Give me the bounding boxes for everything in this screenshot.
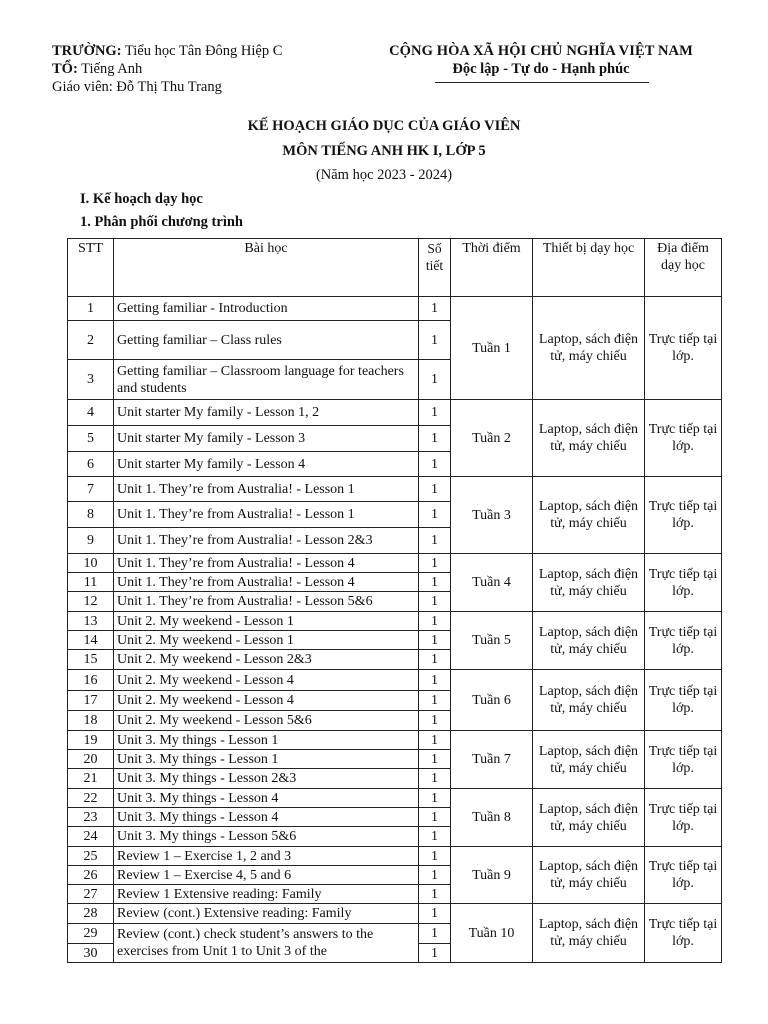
table-row bbox=[68, 612, 722, 631]
row-stt: 16 bbox=[68, 670, 114, 691]
header-periods: Số tiết bbox=[419, 239, 451, 297]
week-location: Trực tiếp tại lớp. bbox=[645, 554, 722, 612]
header-lesson: Bài học bbox=[114, 239, 419, 297]
row-periods: 1 bbox=[419, 731, 451, 750]
week-time: Tuần 2 bbox=[451, 400, 533, 477]
header-stt: STT bbox=[68, 239, 114, 297]
group-label: TỔ: bbox=[52, 61, 78, 77]
school-line bbox=[52, 42, 282, 60]
group-line bbox=[52, 60, 282, 78]
group-name: Tiếng Anh bbox=[77, 61, 143, 77]
row-periods: 1 bbox=[419, 528, 451, 554]
row-stt: 3 bbox=[68, 360, 114, 400]
week-time: Tuần 8 bbox=[451, 789, 533, 847]
row-lesson: Unit 3. My things - Lesson 2&3 bbox=[114, 769, 419, 789]
row-periods: 1 bbox=[419, 477, 451, 502]
row-periods: 1 bbox=[419, 847, 451, 866]
row-lesson: Getting familiar - Introduction bbox=[114, 297, 419, 321]
row-stt: 29 bbox=[68, 924, 114, 944]
row-periods: 1 bbox=[419, 426, 451, 452]
row-stt: 4 bbox=[68, 400, 114, 426]
row-lesson: Review 1 – Exercise 4, 5 and 6 bbox=[114, 866, 419, 885]
row-periods: 1 bbox=[419, 573, 451, 592]
week-equipment: Laptop, sách điện tử, máy chiếu bbox=[533, 297, 645, 400]
row-stt: 11 bbox=[68, 573, 114, 592]
row-stt: 21 bbox=[68, 769, 114, 789]
curriculum-table bbox=[67, 238, 722, 963]
row-stt: 27 bbox=[68, 885, 114, 904]
row-lesson: Review 1 Extensive reading: Family bbox=[114, 885, 419, 904]
row-stt: 18 bbox=[68, 711, 114, 731]
week-equipment: Laptop, sách điện tử, máy chiếu bbox=[533, 904, 645, 963]
row-stt: 26 bbox=[68, 866, 114, 885]
row-lesson: Unit 3. My things - Lesson 1 bbox=[114, 731, 419, 750]
section-heading-1: I. Kế hoạch dạy học bbox=[80, 191, 203, 207]
row-lesson: Unit 1. They’re from Australia! - Lesson 1 bbox=[114, 477, 419, 502]
table-row bbox=[68, 670, 722, 691]
row-stt: 22 bbox=[68, 789, 114, 808]
row-periods: 1 bbox=[419, 554, 451, 573]
week-location: Trực tiếp tại lớp. bbox=[645, 731, 722, 789]
row-periods: 1 bbox=[419, 904, 451, 924]
row-stt: 19 bbox=[68, 731, 114, 750]
row-stt: 20 bbox=[68, 750, 114, 769]
row-periods: 1 bbox=[419, 711, 451, 731]
row-lesson: Unit 2. My weekend - Lesson 4 bbox=[114, 670, 419, 691]
row-lesson: Unit starter My family - Lesson 3 bbox=[114, 426, 419, 452]
row-lesson: Unit 3. My things - Lesson 1 bbox=[114, 750, 419, 769]
week-equipment: Laptop, sách điện tử, máy chiếu bbox=[533, 847, 645, 904]
week-location: Trực tiếp tại lớp. bbox=[645, 477, 722, 554]
row-lesson: Unit 1. They’re from Australia! - Lesson 5&6 bbox=[114, 592, 419, 612]
row-lesson: Getting familiar – Class rules bbox=[114, 321, 419, 360]
row-lesson: Unit 2. My weekend - Lesson 4 bbox=[114, 691, 419, 711]
header-right bbox=[366, 42, 716, 78]
row-lesson: Unit 1. They’re from Australia! - Lesson 2&3 bbox=[114, 528, 419, 554]
row-lesson: Review (cont.) Extensive reading: Family bbox=[114, 904, 419, 924]
row-periods: 1 bbox=[419, 808, 451, 827]
row-stt: 6 bbox=[68, 452, 114, 477]
row-lesson: Unit 1. They’re from Australia! - Lesson 4 bbox=[114, 573, 419, 592]
week-time: Tuần 3 bbox=[451, 477, 533, 554]
table-body bbox=[68, 297, 722, 963]
week-location: Trực tiếp tại lớp. bbox=[645, 400, 722, 477]
row-stt: 13 bbox=[68, 612, 114, 631]
row-stt: 12 bbox=[68, 592, 114, 612]
week-location: Trực tiếp tại lớp. bbox=[645, 297, 722, 400]
document-subtitle: MÔN TIẾNG ANH HK I, LỚP 5 bbox=[282, 143, 486, 159]
week-equipment: Laptop, sách điện tử, máy chiếu bbox=[533, 670, 645, 731]
row-lesson: Unit 1. They’re from Australia! - Lesson 1 bbox=[114, 502, 419, 528]
row-stt: 2 bbox=[68, 321, 114, 360]
row-stt: 1 bbox=[68, 297, 114, 321]
row-stt: 30 bbox=[68, 944, 114, 963]
row-periods: 1 bbox=[419, 670, 451, 691]
week-time: Tuần 1 bbox=[451, 297, 533, 400]
row-lesson: Unit 3. My things - Lesson 5&6 bbox=[114, 827, 419, 847]
row-periods: 1 bbox=[419, 297, 451, 321]
row-lesson: Getting familiar – Classroom language for teachers and students bbox=[114, 360, 419, 400]
week-location: Trực tiếp tại lớp. bbox=[645, 789, 722, 847]
teacher-name: Giáo viên: Đỗ Thị Thu Trang bbox=[52, 79, 222, 95]
week-location: Trực tiếp tại lớp. bbox=[645, 847, 722, 904]
row-periods: 1 bbox=[419, 592, 451, 612]
row-lesson: Unit starter My family - Lesson 4 bbox=[114, 452, 419, 477]
row-periods: 1 bbox=[419, 452, 451, 477]
row-lesson: Unit starter My family - Lesson 1, 2 bbox=[114, 400, 419, 426]
section-heading-2: 1. Phân phối chương trình bbox=[80, 214, 243, 230]
row-lesson: Unit 2. My weekend - Lesson 2&3 bbox=[114, 650, 419, 670]
document-title: KẾ HOẠCH GIÁO DỤC CỦA GIÁO VIÊN bbox=[247, 118, 521, 134]
row-periods: 1 bbox=[419, 885, 451, 904]
week-equipment: Laptop, sách điện tử, máy chiếu bbox=[533, 789, 645, 847]
row-stt: 9 bbox=[68, 528, 114, 554]
row-periods: 1 bbox=[419, 789, 451, 808]
row-lesson: Review 1 – Exercise 1, 2 and 3 bbox=[114, 847, 419, 866]
row-lesson: Unit 3. My things - Lesson 4 bbox=[114, 789, 419, 808]
school-label: TRƯỜNG: bbox=[52, 43, 122, 59]
week-equipment: Laptop, sách điện tử, máy chiếu bbox=[533, 400, 645, 477]
row-periods: 1 bbox=[419, 944, 451, 963]
table-header-row bbox=[68, 239, 722, 297]
row-periods: 1 bbox=[419, 691, 451, 711]
school-name: Tiểu học Tân Đông Hiệp C bbox=[121, 43, 283, 59]
national-title: CỘNG HÒA XÃ HỘI CHỦ NGHĨA VIỆT NAM bbox=[389, 43, 693, 59]
table-row bbox=[68, 789, 722, 808]
row-stt: 8 bbox=[68, 502, 114, 528]
header-equipment: Thiết bị dạy học bbox=[533, 239, 645, 297]
school-year: (Năm học 2023 - 2024) bbox=[315, 167, 453, 183]
row-lesson: Unit 1. They’re from Australia! - Lesson 4 bbox=[114, 554, 419, 573]
week-equipment: Laptop, sách điện tử, máy chiếu bbox=[533, 477, 645, 554]
table-row bbox=[68, 297, 722, 321]
table-row bbox=[68, 904, 722, 924]
row-lesson: Unit 3. My things - Lesson 4 bbox=[114, 808, 419, 827]
header-time: Thời điểm bbox=[451, 239, 533, 297]
row-lesson: Unit 2. My weekend - Lesson 1 bbox=[114, 631, 419, 650]
row-periods: 1 bbox=[419, 360, 451, 400]
week-location: Trực tiếp tại lớp. bbox=[645, 612, 722, 670]
row-lesson: Unit 2. My weekend - Lesson 5&6 bbox=[114, 711, 419, 731]
row-stt: 10 bbox=[68, 554, 114, 573]
week-equipment: Laptop, sách điện tử, máy chiếu bbox=[533, 554, 645, 612]
row-stt: 25 bbox=[68, 847, 114, 866]
week-location: Trực tiếp tại lớp. bbox=[645, 904, 722, 963]
week-time: Tuần 6 bbox=[451, 670, 533, 731]
row-periods: 1 bbox=[419, 924, 451, 944]
row-stt: 28 bbox=[68, 904, 114, 924]
table-row bbox=[68, 400, 722, 426]
table-row bbox=[68, 477, 722, 502]
week-location: Trực tiếp tại lớp. bbox=[645, 670, 722, 731]
week-equipment: Laptop, sách điện tử, máy chiếu bbox=[533, 731, 645, 789]
motto-underline bbox=[435, 82, 649, 83]
row-periods: 1 bbox=[419, 400, 451, 426]
table-row bbox=[68, 554, 722, 573]
row-lesson: Unit 2. My weekend - Lesson 1 bbox=[114, 612, 419, 631]
row-periods: 1 bbox=[419, 321, 451, 360]
national-motto: Độc lập - Tự do - Hạnh phúc bbox=[452, 61, 630, 77]
week-time: Tuần 10 bbox=[451, 904, 533, 963]
row-stt: 17 bbox=[68, 691, 114, 711]
row-periods: 1 bbox=[419, 631, 451, 650]
row-periods: 1 bbox=[419, 750, 451, 769]
week-time: Tuần 7 bbox=[451, 731, 533, 789]
row-stt: 15 bbox=[68, 650, 114, 670]
row-periods: 1 bbox=[419, 827, 451, 847]
week-time: Tuần 5 bbox=[451, 612, 533, 670]
row-stt: 23 bbox=[68, 808, 114, 827]
table-row bbox=[68, 731, 722, 750]
row-stt: 7 bbox=[68, 477, 114, 502]
header-location: Địa điểm dạy học bbox=[645, 239, 722, 297]
row-stt: 5 bbox=[68, 426, 114, 452]
row-periods: 1 bbox=[419, 612, 451, 631]
week-time: Tuần 4 bbox=[451, 554, 533, 612]
row-lesson: Review (cont.) check student’s answers to the exercises from Unit 1 to Unit 3 of the bbox=[114, 924, 419, 963]
row-periods: 1 bbox=[419, 650, 451, 670]
row-periods: 1 bbox=[419, 502, 451, 528]
row-stt: 14 bbox=[68, 631, 114, 650]
row-periods: 1 bbox=[419, 769, 451, 789]
row-periods: 1 bbox=[419, 866, 451, 885]
week-equipment: Laptop, sách điện tử, máy chiếu bbox=[533, 612, 645, 670]
header-left bbox=[52, 42, 282, 96]
row-stt: 24 bbox=[68, 827, 114, 847]
week-time: Tuần 9 bbox=[451, 847, 533, 904]
table-row bbox=[68, 847, 722, 866]
